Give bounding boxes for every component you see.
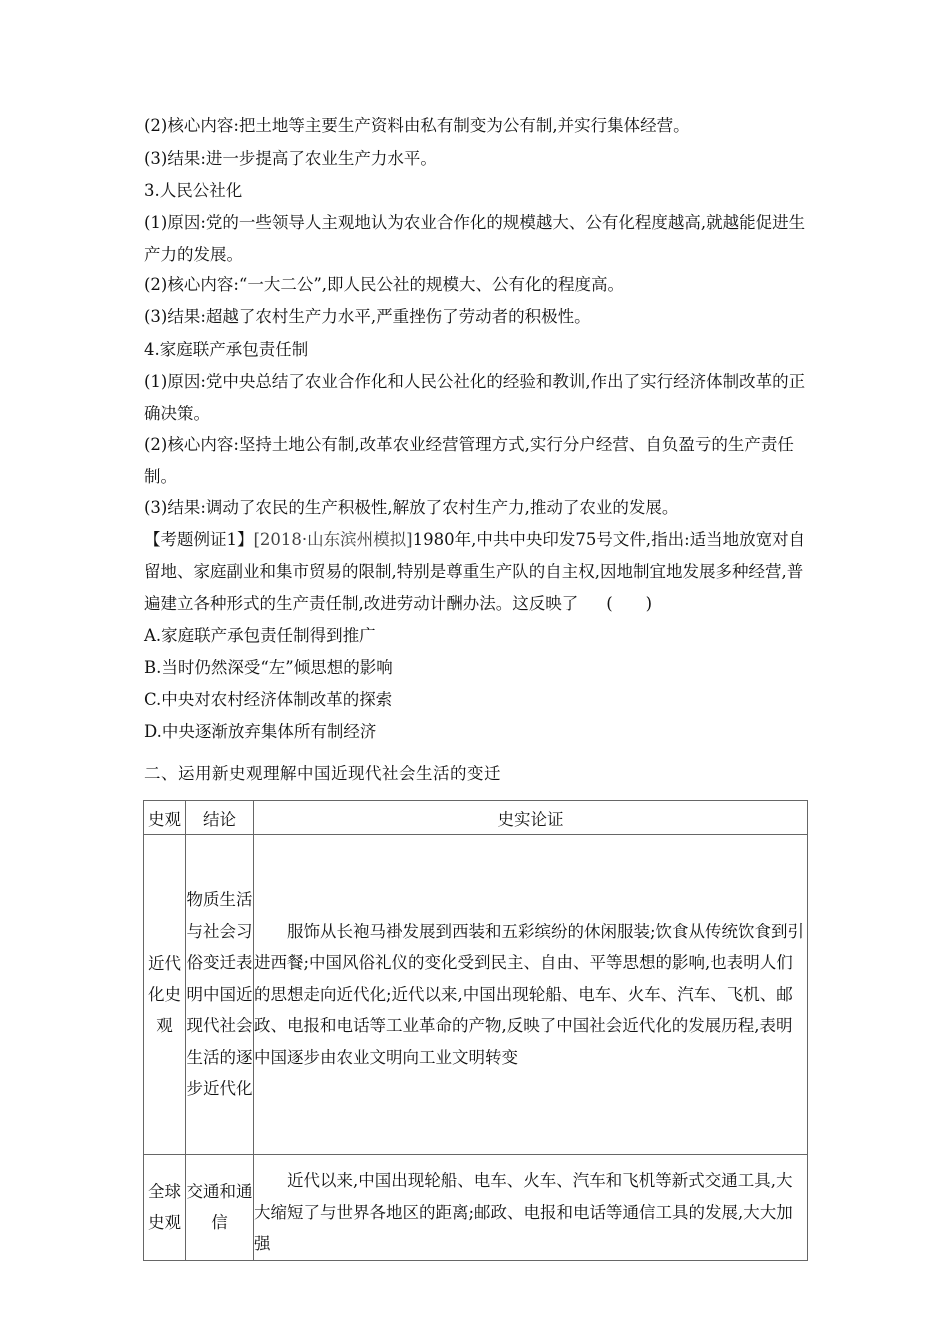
history-view-table bbox=[143, 800, 808, 1261]
text-line: (3)结果:调动了农民的生产积极性,解放了农村生产力,推动了农业的发展。 bbox=[144, 498, 679, 517]
text-line: (2)核心内容:把土地等主要生产资料由私有制变为公有制,并实行集体经营。 bbox=[144, 116, 690, 135]
option-d: D.中央逐渐放弃集体所有制经济 bbox=[144, 722, 377, 741]
cell-conclusion: 物质生活与社会习俗变迁表明中国近现代社会生活的逐步近代化 bbox=[186, 835, 254, 1155]
option-c: C.中央对农村经济体制改革的探索 bbox=[144, 690, 393, 709]
example-tag: 【考题例证1】 bbox=[144, 530, 254, 549]
header-facts: 史实论证 bbox=[254, 801, 808, 835]
paragraph: (1)原因:党的一些领导人主观地认为农业合作化的规模越大、公有化程度越高,就越能促进生产力的发展。 bbox=[144, 213, 806, 264]
cell-view: 全球史观 bbox=[144, 1155, 186, 1261]
text-line: (3)结果:进一步提高了农业生产力水平。 bbox=[144, 149, 437, 168]
facts-text: 服饰从长袍马褂发展到西装和五彩缤纷的休闲服装;饮食从传统饮食到引进西餐;中国风俗礼仪的变化受到民主、自由、平等思想的影响,也表明人们的思想走向近代化;近代以来,中国出现轮船、电车、火车、汽车、飞机、邮政、电报和电话等工业革命的产物,反映了中国社会近代化的发展历程,表明中国逐步由农业文明向工业文明转变 bbox=[254, 921, 805, 1067]
header-view: 史观 bbox=[144, 801, 186, 835]
example-question bbox=[144, 524, 808, 620]
header-conclusion: 结论 bbox=[186, 801, 254, 835]
cell-conclusion: 交通和通信 bbox=[186, 1155, 254, 1261]
table-row bbox=[144, 1155, 808, 1261]
paragraph: (2)核心内容:坚持土地公有制,改革农业经营管理方式,实行分户经营、自负盈亏的生产责任制。 bbox=[144, 435, 794, 486]
text-line: (2)核心内容:“一大二公”,即人民公社的规模大、公有化的程度高。 bbox=[144, 275, 625, 294]
section-title: 二、运用新史观理解中国近现代社会生活的变迁 bbox=[144, 764, 501, 783]
example-source: [2018·山东滨州模拟] bbox=[253, 530, 413, 549]
table-header-row bbox=[144, 801, 808, 835]
facts-text: 近代以来,中国出现轮船、电车、火车、汽车和飞机等新式交通工具,大大缩短了与世界各地区的距离;邮政、电报和电话等通信工具的发展,大大加强 bbox=[254, 1171, 793, 1253]
subheading: 4.家庭联产承包责任制 bbox=[144, 340, 309, 359]
answer-blank: ( ) bbox=[606, 594, 653, 613]
table-row bbox=[144, 835, 808, 1155]
paragraph: (1)原因:党中央总结了农业合作化和人民公社化的经验和教训,作出了实行经济体制改革的正确决策。 bbox=[144, 372, 806, 423]
cell-view: 近代化史观 bbox=[144, 835, 186, 1155]
cell-facts bbox=[254, 1155, 808, 1261]
cell-facts bbox=[254, 835, 808, 1155]
subheading: 3.人民公社化 bbox=[144, 181, 243, 200]
option-b: B.当时仍然深受“左”倾思想的影响 bbox=[144, 658, 393, 677]
example-stem: 1980年,中共中央印发75号文件,指出:适当地放宽对自留地、家庭副业和集市贸易的限制,特别是尊重生产队的自主权,因地制宜地发展多种经营,普遍建立各种形式的生产责任制,改进劳动计酬办法。这反映了 bbox=[144, 530, 806, 613]
option-a: A.家庭联产承包责任制得到推广 bbox=[144, 626, 376, 645]
text-line: (3)结果:超越了农村生产力水平,严重挫伤了劳动者的积极性。 bbox=[144, 307, 591, 326]
